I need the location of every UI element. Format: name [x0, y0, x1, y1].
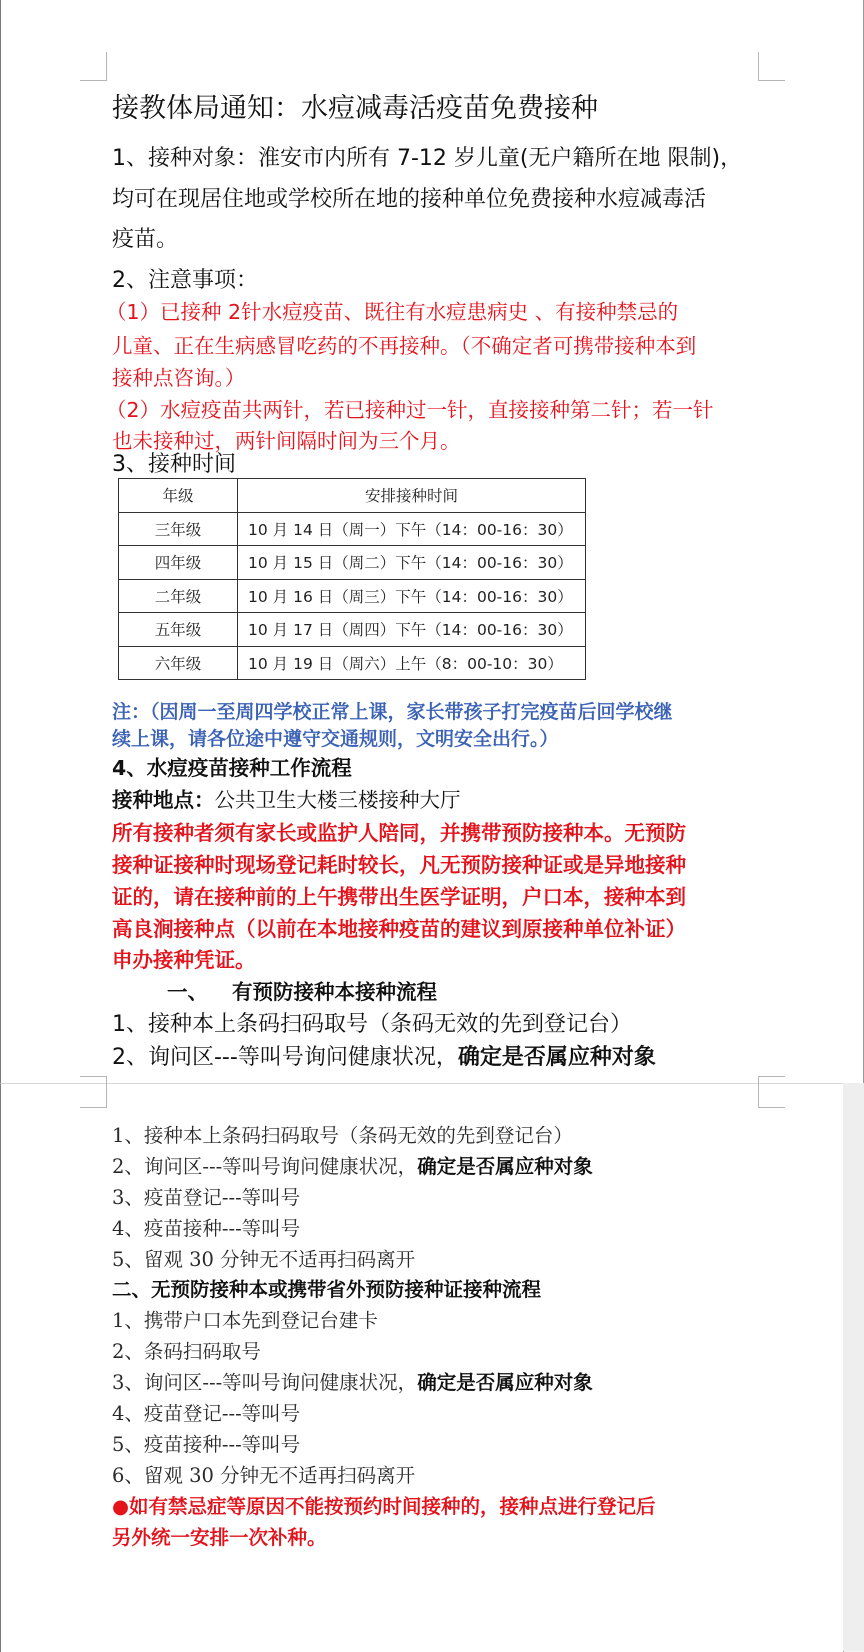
process-step: 4、疫苗登记---等叫号	[112, 1402, 301, 1425]
process-step	[112, 1367, 593, 1395]
process-step: 3、疫苗登记---等叫号	[112, 1186, 301, 1209]
requirement-line: 所有接种者须有家长或监护人陪同，并携带预防接种本。无预防	[112, 821, 686, 845]
section-1-line: 疫苗。	[112, 227, 179, 252]
section-2-heading: 2、注意事项：	[112, 268, 258, 293]
time-cell: 10 月 19 日（周六）上午（8：00-10：30）	[238, 646, 586, 680]
process-step-emphasis: 确定是否属应种对象	[417, 1371, 593, 1394]
table-row	[119, 646, 586, 680]
process-step: 2、条码扫码取号	[112, 1340, 261, 1363]
process-step-text: 2、询问区---等叫号询问健康状况，	[112, 1045, 458, 1070]
column-header-grade: 年级	[119, 479, 238, 513]
location-label: 接种地点：	[112, 788, 215, 812]
scrollbar-track[interactable]	[843, 1083, 864, 1651]
process-step-text: 2、询问区---等叫号询问健康状况，	[112, 1155, 418, 1178]
process-step: 5、留观 30 分钟无不适再扫码离开	[112, 1248, 416, 1271]
section-two-heading: 二、无预防接种本或携带省外预防接种证接种流程	[112, 1278, 542, 1301]
table-row	[119, 579, 586, 613]
grade-cell: 二年级	[119, 579, 238, 613]
precaution-line: （2）水痘疫苗共两针，若已接种过一针，直接接种第二针；若一针	[106, 398, 714, 422]
page-corner-mark	[80, 1079, 107, 1108]
grade-cell: 四年级	[119, 546, 238, 580]
precaution-line: 儿童、正在生病感冒吃药的不再接种。（不确定者可携带接种本到	[112, 334, 697, 358]
process-step-emphasis: 确定是否属应种对象	[417, 1155, 593, 1178]
time-cell: 10 月 17 日（周四）下午（14：00-16：30）	[238, 613, 586, 647]
process-step	[112, 1151, 593, 1179]
process-step: 5、疫苗接种---等叫号	[112, 1433, 301, 1456]
document-page-2	[0, 1083, 844, 1652]
section-3-heading: 3、接种时间	[112, 452, 236, 477]
schedule-note-line: 续上课，请各位途中遵守交通规则，文明安全出行。）	[112, 728, 559, 750]
column-header-time: 安排接种时间	[238, 479, 586, 513]
table-header-row	[119, 479, 586, 513]
location-line	[112, 783, 461, 813]
makeup-notice-text: 如有禁忌症等原因不能按预约时间接种的，接种点进行登记后	[129, 1495, 656, 1518]
precaution-line: 接种点咨询。）	[112, 366, 246, 390]
table-row	[119, 546, 586, 580]
subheading-number: 一、	[167, 980, 208, 1004]
page-corner-mark	[80, 52, 107, 81]
time-cell: 10 月 15 日（周二）下午（14：00-16：30）	[238, 546, 586, 580]
time-cell: 10 月 14 日（周一）下午（14：00-16：30）	[238, 512, 586, 546]
vaccination-schedule-table	[118, 478, 586, 680]
document-title: 接教体局通知：水痘减毒活疫苗免费接种	[112, 93, 598, 124]
bullet-icon: ●	[112, 1495, 130, 1518]
requirement-line: 接种证接种时现场登记耗时较长，凡无预防接种证或是异地接种	[112, 853, 686, 877]
process-step: 1、接种本上条码扫码取号（条码无效的先到登记台）	[112, 1012, 632, 1037]
section-1-line: 均可在现居住地或学校所在地的接种单位免费接种水痘减毒活	[112, 187, 707, 212]
precaution-line: （1）已接种 2针水痘疫苗、既往有水痘患病史 、有接种禁忌的	[106, 300, 679, 324]
section-4-heading: 4、水痘疫苗接种工作流程	[112, 756, 352, 780]
section-1-line: 1、接种对象：淮安市内所有 7-12 岁儿童(无户籍所在地 限制)，	[112, 146, 743, 171]
schedule-note-line: 注：（因周一至周四学校正常上课，家长带孩子打完疫苗后回学校继	[112, 701, 673, 723]
process-step-emphasis: 确定是否属应种对象	[457, 1045, 656, 1070]
location-value: 公共卫生大楼三楼接种大厅	[214, 788, 461, 812]
requirement-line: 高良涧接种点（以前在本地接种疫苗的建议到原接种单位补证）	[112, 917, 686, 941]
page-corner-mark	[758, 1079, 785, 1108]
requirement-line: 申办接种凭证。	[112, 948, 256, 972]
process-step	[112, 1040, 656, 1071]
grade-cell: 六年级	[119, 646, 238, 680]
makeup-notice-line	[112, 1491, 656, 1519]
precaution-line: 也未接种过，两针间隔时间为三个月。	[112, 429, 461, 453]
time-cell: 10 月 16 日（周三）下午（14：00-16：30）	[238, 579, 586, 613]
requirement-line: 证的，请在接种前的上午携带出生医学证明，户口本，接种本到	[112, 885, 686, 909]
table-row	[119, 613, 586, 647]
process-step-text: 3、询问区---等叫号询问健康状况，	[112, 1371, 418, 1394]
process-step: 6、留观 30 分钟无不适再扫码离开	[112, 1464, 416, 1487]
subheading-text: 有预防接种本接种流程	[232, 980, 437, 1004]
page-corner-mark	[758, 52, 785, 81]
process-step: 4、疫苗接种---等叫号	[112, 1217, 301, 1240]
makeup-notice-line: 另外统一安排一次补种。	[112, 1526, 327, 1549]
table-row	[119, 512, 586, 546]
process-step: 1、接种本上条码扫码取号（条码无效的先到登记台）	[112, 1124, 573, 1147]
grade-cell: 五年级	[119, 613, 238, 647]
process-step: 1、携带户口本先到登记台建卡	[112, 1309, 378, 1332]
grade-cell: 三年级	[119, 512, 238, 546]
